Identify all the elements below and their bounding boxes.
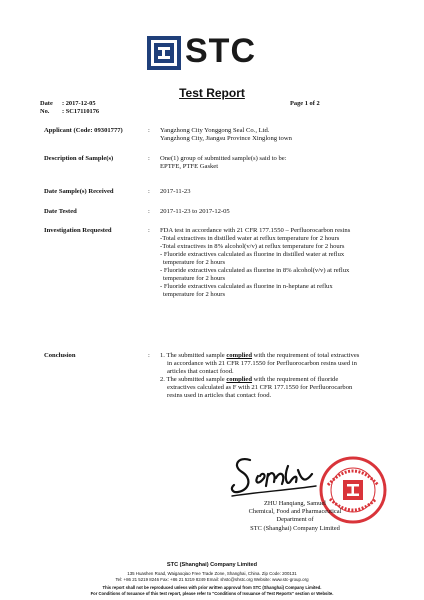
conclusion-text: with the requirement of total extractives <box>252 352 360 359</box>
investigation-line: - Fluoride extractives calculated as fluorine in distilled water at reflux <box>160 251 345 258</box>
received-value: 2017-11-23 <box>160 188 191 195</box>
colon: : <box>148 208 150 215</box>
date-value: : 2017-12-05 <box>62 100 96 107</box>
page-number: Page 1 of 2 <box>290 100 320 107</box>
colon: : <box>148 155 150 162</box>
investigation-line: temperature for 2 hours <box>163 259 226 266</box>
footer-notice: This report shall not be reproduced unless with prior written approval from STC (Shanghai) Company Limited. <box>102 585 322 590</box>
description-value <box>160 155 390 171</box>
signatory-block <box>230 500 360 533</box>
signatory-line: Chemical, Food and Pharmaceutical <box>248 508 342 516</box>
conclusion-value <box>160 352 390 400</box>
colon: : <box>148 352 150 359</box>
description-line: One(1) group of submitted sample(s) said to be: <box>160 155 287 162</box>
date-label: Date <box>40 100 53 107</box>
footer-company: STC (Shanghai) Company Limited <box>166 562 258 568</box>
investigation-line: temperature for 2 hours <box>163 275 226 282</box>
conclusion-text: with the requirement of fluoride <box>252 376 339 383</box>
footer-notice: For Conditions of Issuance of this test report, please refer to "Conditions of Issuance of Test Reports" section or Website. <box>90 591 334 596</box>
applicant-line: Yangzhong City, Jiangsu Province Xinglong town <box>160 135 292 142</box>
colon: : <box>148 127 150 134</box>
conclusion-label: Conclusion <box>44 352 76 359</box>
received-label: Date Sample(s) Received <box>44 188 114 195</box>
footer-address: 135 Huashen Road, Waigaoqiao Free Trade Zone, Shanghai, China. Zip Code: 200131 <box>127 571 297 576</box>
conclusion-line: resins used in articles that contact food. <box>167 392 272 399</box>
conclusion-line: extractives calculated as F with 21 CFR 177.1550 for Perfluorocarbon <box>167 384 353 391</box>
investigation-line: -Total extractives in 8% alcohol(v/v) at reflux temperature for 2 hours <box>160 243 345 250</box>
investigation-line: - Fluoride extractives calculated as fluorine in n-heptane at reflux <box>160 283 333 290</box>
signatory-line: Department of <box>276 516 314 524</box>
investigation-value <box>160 227 390 299</box>
conclusion-text: 2. The submitted sample <box>160 376 227 383</box>
conclusion-line: articles that contact food. <box>167 368 234 375</box>
stc-logo <box>147 32 277 72</box>
conclusion-verdict: complied <box>226 352 253 359</box>
investigation-line: FDA test in accordance with 21 CFR 177.1550 – Perfluorocarbon resins <box>160 227 351 234</box>
conclusion-verdict: complied <box>226 376 253 383</box>
investigation-line: - Fluoride extractives calculated as fluorine in 8% alcohol(v/v) at reflux <box>160 267 350 274</box>
report-no-value: : SC17110176 <box>62 108 100 115</box>
handwritten-signature <box>228 452 318 502</box>
conclusion-line: in accordance with 21 CFR 177.1550 for Perfluorocarbon resins used in <box>167 360 357 367</box>
stc-logo-icon <box>147 36 181 70</box>
investigation-line: -Total extractives in distilled water at reflux temperature for 2 hours <box>160 235 340 242</box>
conclusion-1-line <box>160 352 390 360</box>
brand-name: STC <box>185 32 256 70</box>
colon: : <box>148 227 150 234</box>
footer-contact: Tel: +86 21 5219 8246 Fax: +86 21 5219 8249 Email: shstc@shstc.org Website: www.stc-group.org <box>115 577 309 582</box>
applicant-value <box>160 127 390 143</box>
description-line: EPTFE, PTFE Gasket <box>160 163 219 170</box>
applicant-line: Yangzhong City Yonggong Seal Co., Ltd. <box>160 127 270 134</box>
investigation-line: temperature for 2 hours <box>163 291 226 298</box>
signatory-line: STC (Shanghai) Company Limited <box>250 524 340 532</box>
investigation-label: Investigation Requested <box>44 227 112 234</box>
signatory-line: ZHU Hanqiang, Samuel <box>264 500 326 507</box>
conclusion-2-line <box>160 376 390 384</box>
description-label: Description of Sample(s) <box>44 155 114 162</box>
tested-label: Date Tested <box>44 208 77 215</box>
applicant-label: Applicant (Code: 09301777) <box>44 127 123 134</box>
report-no-label: No. <box>40 108 50 115</box>
colon: : <box>148 188 150 195</box>
tested-value: 2017-11-23 to 2017-12-05 <box>160 208 230 215</box>
report-title: Test Report <box>179 86 245 100</box>
conclusion-text: 1. The submitted sample <box>160 352 227 359</box>
